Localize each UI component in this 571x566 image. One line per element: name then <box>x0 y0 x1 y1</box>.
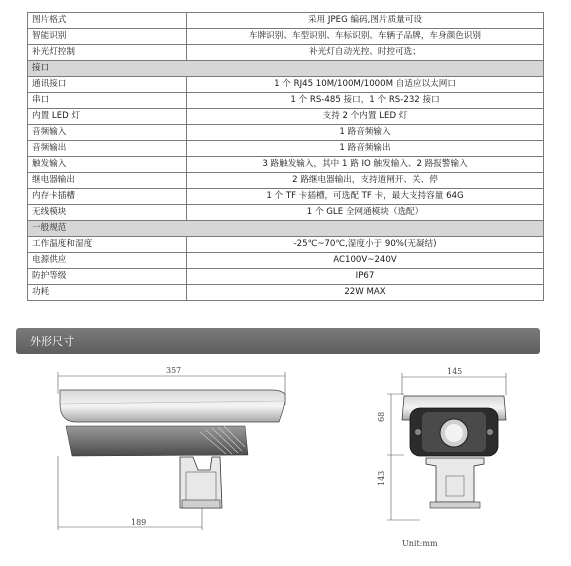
spec-key: 智能识别 <box>28 29 187 45</box>
spec-value: 车牌识别、车型识别、车标识别、车辆子品牌，车身颜色识别 <box>187 29 544 45</box>
section-header-row <box>28 61 544 77</box>
spec-row <box>28 77 544 93</box>
side-base-label: 189 <box>131 518 147 527</box>
spec-key: 串口 <box>28 93 187 109</box>
spec-value: 补光灯自动光控、时控可选； <box>187 45 544 61</box>
spec-row <box>28 205 544 221</box>
spec-row <box>28 237 544 253</box>
spec-key: 电源供应 <box>28 253 187 269</box>
spec-value: 2 路继电器输出，支持道闸开、关、停 <box>187 173 544 189</box>
unit-label: Unit:mm <box>402 539 438 548</box>
dimensions-title: 外形尺寸 <box>30 335 74 348</box>
spec-value: 22W MAX <box>187 285 544 301</box>
spec-row <box>28 189 544 205</box>
spec-key: 继电器输出 <box>28 173 187 189</box>
spec-key: 防护等级 <box>28 269 187 285</box>
spec-key: 补光灯控制 <box>28 45 187 61</box>
spec-row <box>28 45 544 61</box>
spec-value: 1 路音频输出 <box>187 141 544 157</box>
spec-row <box>28 93 544 109</box>
spec-row <box>28 125 544 141</box>
spec-key: 内置 LED 灯 <box>28 109 187 125</box>
spec-value: 1 个 RJ45 10M/100M/1000M 自适应以太网口 <box>187 77 544 93</box>
spec-value: AC100V~240V <box>187 253 544 269</box>
spec-value: 采用 JPEG 编码,图片质量可设 <box>187 13 544 29</box>
spec-value: 1 路音频输入 <box>187 125 544 141</box>
section-title: 接口 <box>28 61 544 77</box>
section-title: 一般规范 <box>28 221 544 237</box>
spec-row <box>28 157 544 173</box>
spec-row <box>28 29 544 45</box>
spec-row <box>28 253 544 269</box>
spec-key: 音频输入 <box>28 125 187 141</box>
spec-value: IP67 <box>187 269 544 285</box>
spec-value: 1 个 RS-485 接口，1 个 RS-232 接口 <box>187 93 544 109</box>
spec-table-body <box>28 13 544 301</box>
spec-key: 工作温度和湿度 <box>28 237 187 253</box>
spec-key: 内存卡插槽 <box>28 189 187 205</box>
spec-key: 图片格式 <box>28 13 187 29</box>
spec-row <box>28 269 544 285</box>
spec-table <box>27 12 544 301</box>
front-width-label: 145 <box>447 367 463 376</box>
front-head-height-label: 68 <box>377 411 386 422</box>
spec-row <box>28 285 544 301</box>
spec-key: 通讯接口 <box>28 77 187 93</box>
spec-key: 功耗 <box>28 285 187 301</box>
spec-row <box>28 13 544 29</box>
side-length-label: 357 <box>166 366 182 375</box>
side-view-drawing <box>58 366 285 530</box>
front-total-height-label: 143 <box>377 470 386 486</box>
spec-value: 3 路触发输入，其中 1 路 IO 触发输入、2 路报警输入 <box>187 157 544 173</box>
spec-value: 1 个 TF 卡插槽，可选配 TF 卡，最大支持容量 64G <box>187 189 544 205</box>
spec-value: 支持 2 个内置 LED 灯 <box>187 109 544 125</box>
spec-value: -25℃~70℃,湿度小于 90%(无凝结) <box>187 237 544 253</box>
spec-key: 触发输入 <box>28 157 187 173</box>
dimensions-header <box>16 328 540 354</box>
dimension-drawings <box>0 360 571 560</box>
spec-key: 音频输出 <box>28 141 187 157</box>
spec-row <box>28 141 544 157</box>
spec-key: 无线模块 <box>28 205 187 221</box>
front-view-drawing <box>377 367 506 548</box>
spec-row <box>28 109 544 125</box>
spec-row <box>28 173 544 189</box>
spec-value: 1 个 GLE 全网通模块（选配） <box>187 205 544 221</box>
section-header-row <box>28 221 544 237</box>
